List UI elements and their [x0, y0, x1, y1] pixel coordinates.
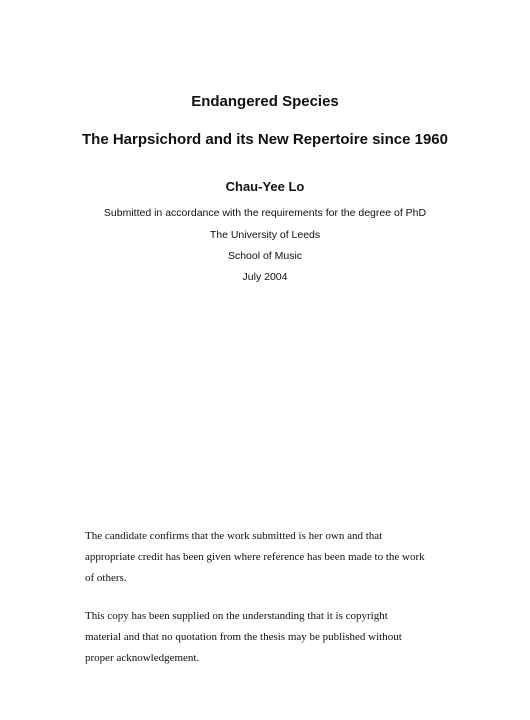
declaration-line: The candidate confirms that the work submitted is her own and that: [85, 530, 383, 542]
copyright-line: proper acknowledgement.: [85, 652, 200, 664]
university-name: The University of Leeds: [209, 229, 321, 241]
copyright-line: material and that no quotation from the thesis may be published without: [85, 631, 402, 643]
submission-statement: Submitted in accordance with the requirements for the degree of PhD: [103, 207, 427, 219]
thesis-title: Endangered Species: [191, 93, 339, 110]
submission-date: July 2004: [242, 271, 288, 283]
copyright-line: This copy has been supplied on the understanding that it is copyright: [85, 610, 388, 622]
copyright-notice: [85, 606, 465, 669]
declaration-line: appropriate credit has been given where reference has been made to the work: [85, 551, 425, 563]
declaration-line: of others.: [85, 572, 127, 584]
thesis-subtitle: The Harpsichord and its New Repertoire since 1960: [82, 131, 448, 148]
author-name: Chau-Yee Lo: [225, 179, 305, 194]
school-name: School of Music: [227, 250, 303, 262]
candidate-declaration: [85, 526, 465, 589]
